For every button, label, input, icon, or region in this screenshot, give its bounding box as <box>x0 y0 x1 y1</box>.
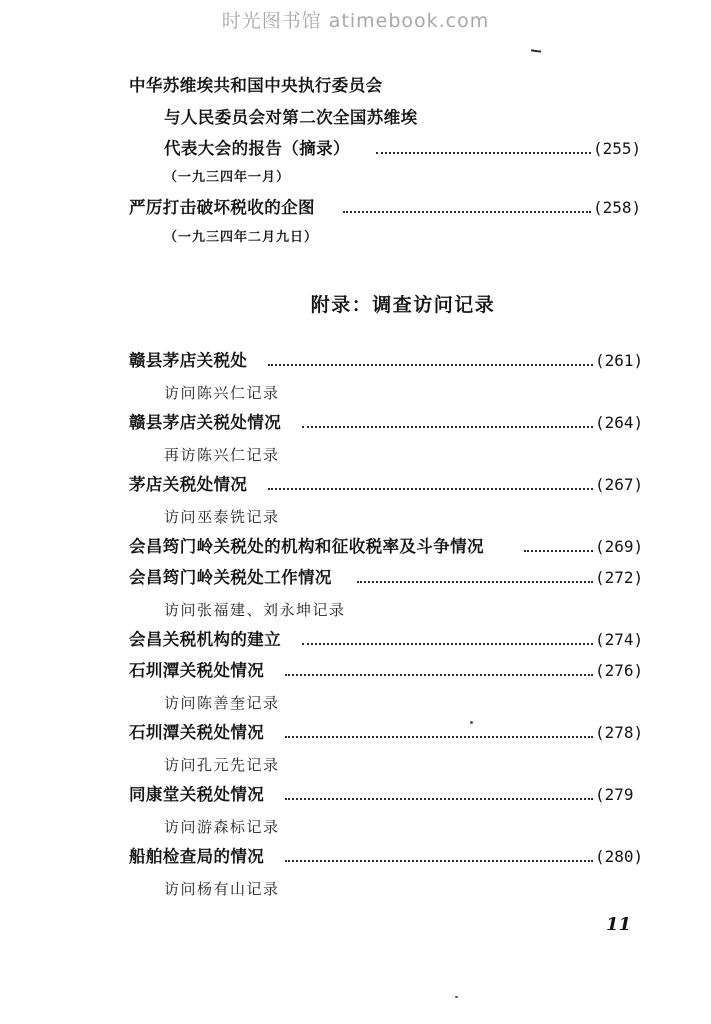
entry1-page: (255) <box>593 139 642 158</box>
leader-dots <box>268 346 593 376</box>
appendix-row[interactable] <box>0 408 711 438</box>
appendix-title: 会昌筠门岭关税处的机构和征收税率及斗争情况 <box>129 537 484 556</box>
entry1-row[interactable] <box>0 134 711 164</box>
appendix-title: 茅店关税处情况 <box>129 475 248 494</box>
appendix-row[interactable] <box>0 346 711 376</box>
appendix-page: (280) <box>595 847 644 866</box>
appendix-page: (264) <box>595 413 644 432</box>
entry1-line3-title: 代表大会的报告（摘录） <box>164 139 350 158</box>
appendix-title: 赣县茅店关税处 <box>129 351 248 370</box>
appendix-note: 访问张福建、刘永坤记录 <box>164 601 346 619</box>
leader-dots <box>357 563 593 593</box>
leader-dots <box>285 780 593 810</box>
appendix-title: 会昌筠门岭关税处工作情况 <box>129 568 332 587</box>
leader-dots <box>376 134 591 164</box>
appendix-title: 石圳潭关税处情况 <box>129 723 265 742</box>
appendix-page: (267) <box>595 475 644 494</box>
appendix-row[interactable] <box>0 470 711 500</box>
leader-dots <box>285 718 593 748</box>
appendix-page: (279 <box>595 785 634 804</box>
appendix-note: 访问游森标记录 <box>164 818 280 836</box>
appendix-title: 石圳潭关税处情况 <box>129 661 265 680</box>
appendix-note: 访问巫泰铣记录 <box>164 508 280 526</box>
entry1-line1: 中华苏维埃共和国中央执行委员会 <box>129 76 383 95</box>
page-number: 11 <box>606 914 632 935</box>
appendix-note: 访问陈兴仁记录 <box>164 384 280 402</box>
appendix-page: (274) <box>595 630 644 649</box>
appendix-title: 赣县茅店关税处情况 <box>129 413 282 432</box>
appendix-page: (261) <box>595 351 644 370</box>
appendix-note: 再访陈兴仁记录 <box>164 446 280 464</box>
leader-dots <box>302 408 593 438</box>
appendix-title: 同康堂关税处情况 <box>129 785 265 804</box>
appendix-row[interactable] <box>0 656 711 686</box>
appendix-heading: 附录：调查访问记录 <box>310 294 496 316</box>
appendix-note: 访问杨有山记录 <box>164 880 280 898</box>
entry1-date: （一九三四年一月） <box>164 170 291 185</box>
appendix-page: (278) <box>595 723 644 742</box>
appendix-title: 船舶检查局的情况 <box>129 847 265 866</box>
stray-dash-mark <box>531 49 541 52</box>
leader-dots <box>285 656 593 686</box>
watermark: 时光图书馆 atimebook.com <box>221 10 490 32</box>
appendix-row[interactable] <box>0 563 711 593</box>
entry2-date: （一九三四年二月九日） <box>164 230 319 245</box>
leader-dots <box>285 842 593 872</box>
appendix-row[interactable] <box>0 532 711 562</box>
entry2-page: (258) <box>593 198 642 217</box>
scan-speck <box>455 996 458 998</box>
entry2-title: 严厉打击破坏税收的企图 <box>129 198 315 217</box>
entry2-row[interactable] <box>0 193 711 223</box>
appendix-note: 访问陈善奎记录 <box>164 694 280 712</box>
leader-dots <box>302 625 593 655</box>
appendix-page: (276) <box>595 661 644 680</box>
scan-speck <box>470 721 473 724</box>
appendix-note: 访问孔元先记录 <box>164 756 280 774</box>
appendix-row[interactable] <box>0 780 711 810</box>
appendix-page: (269) <box>595 537 644 556</box>
appendix-row[interactable] <box>0 718 711 748</box>
appendix-page: (272) <box>595 568 644 587</box>
leader-dots <box>268 470 593 500</box>
appendix-row[interactable] <box>0 842 711 872</box>
leader-dots <box>343 193 591 223</box>
leader-dots <box>524 532 593 562</box>
appendix-row[interactable] <box>0 625 711 655</box>
entry1-line2: 与人民委员会对第二次全国苏维埃 <box>164 108 418 127</box>
appendix-title: 会昌关税机构的建立 <box>129 630 282 649</box>
